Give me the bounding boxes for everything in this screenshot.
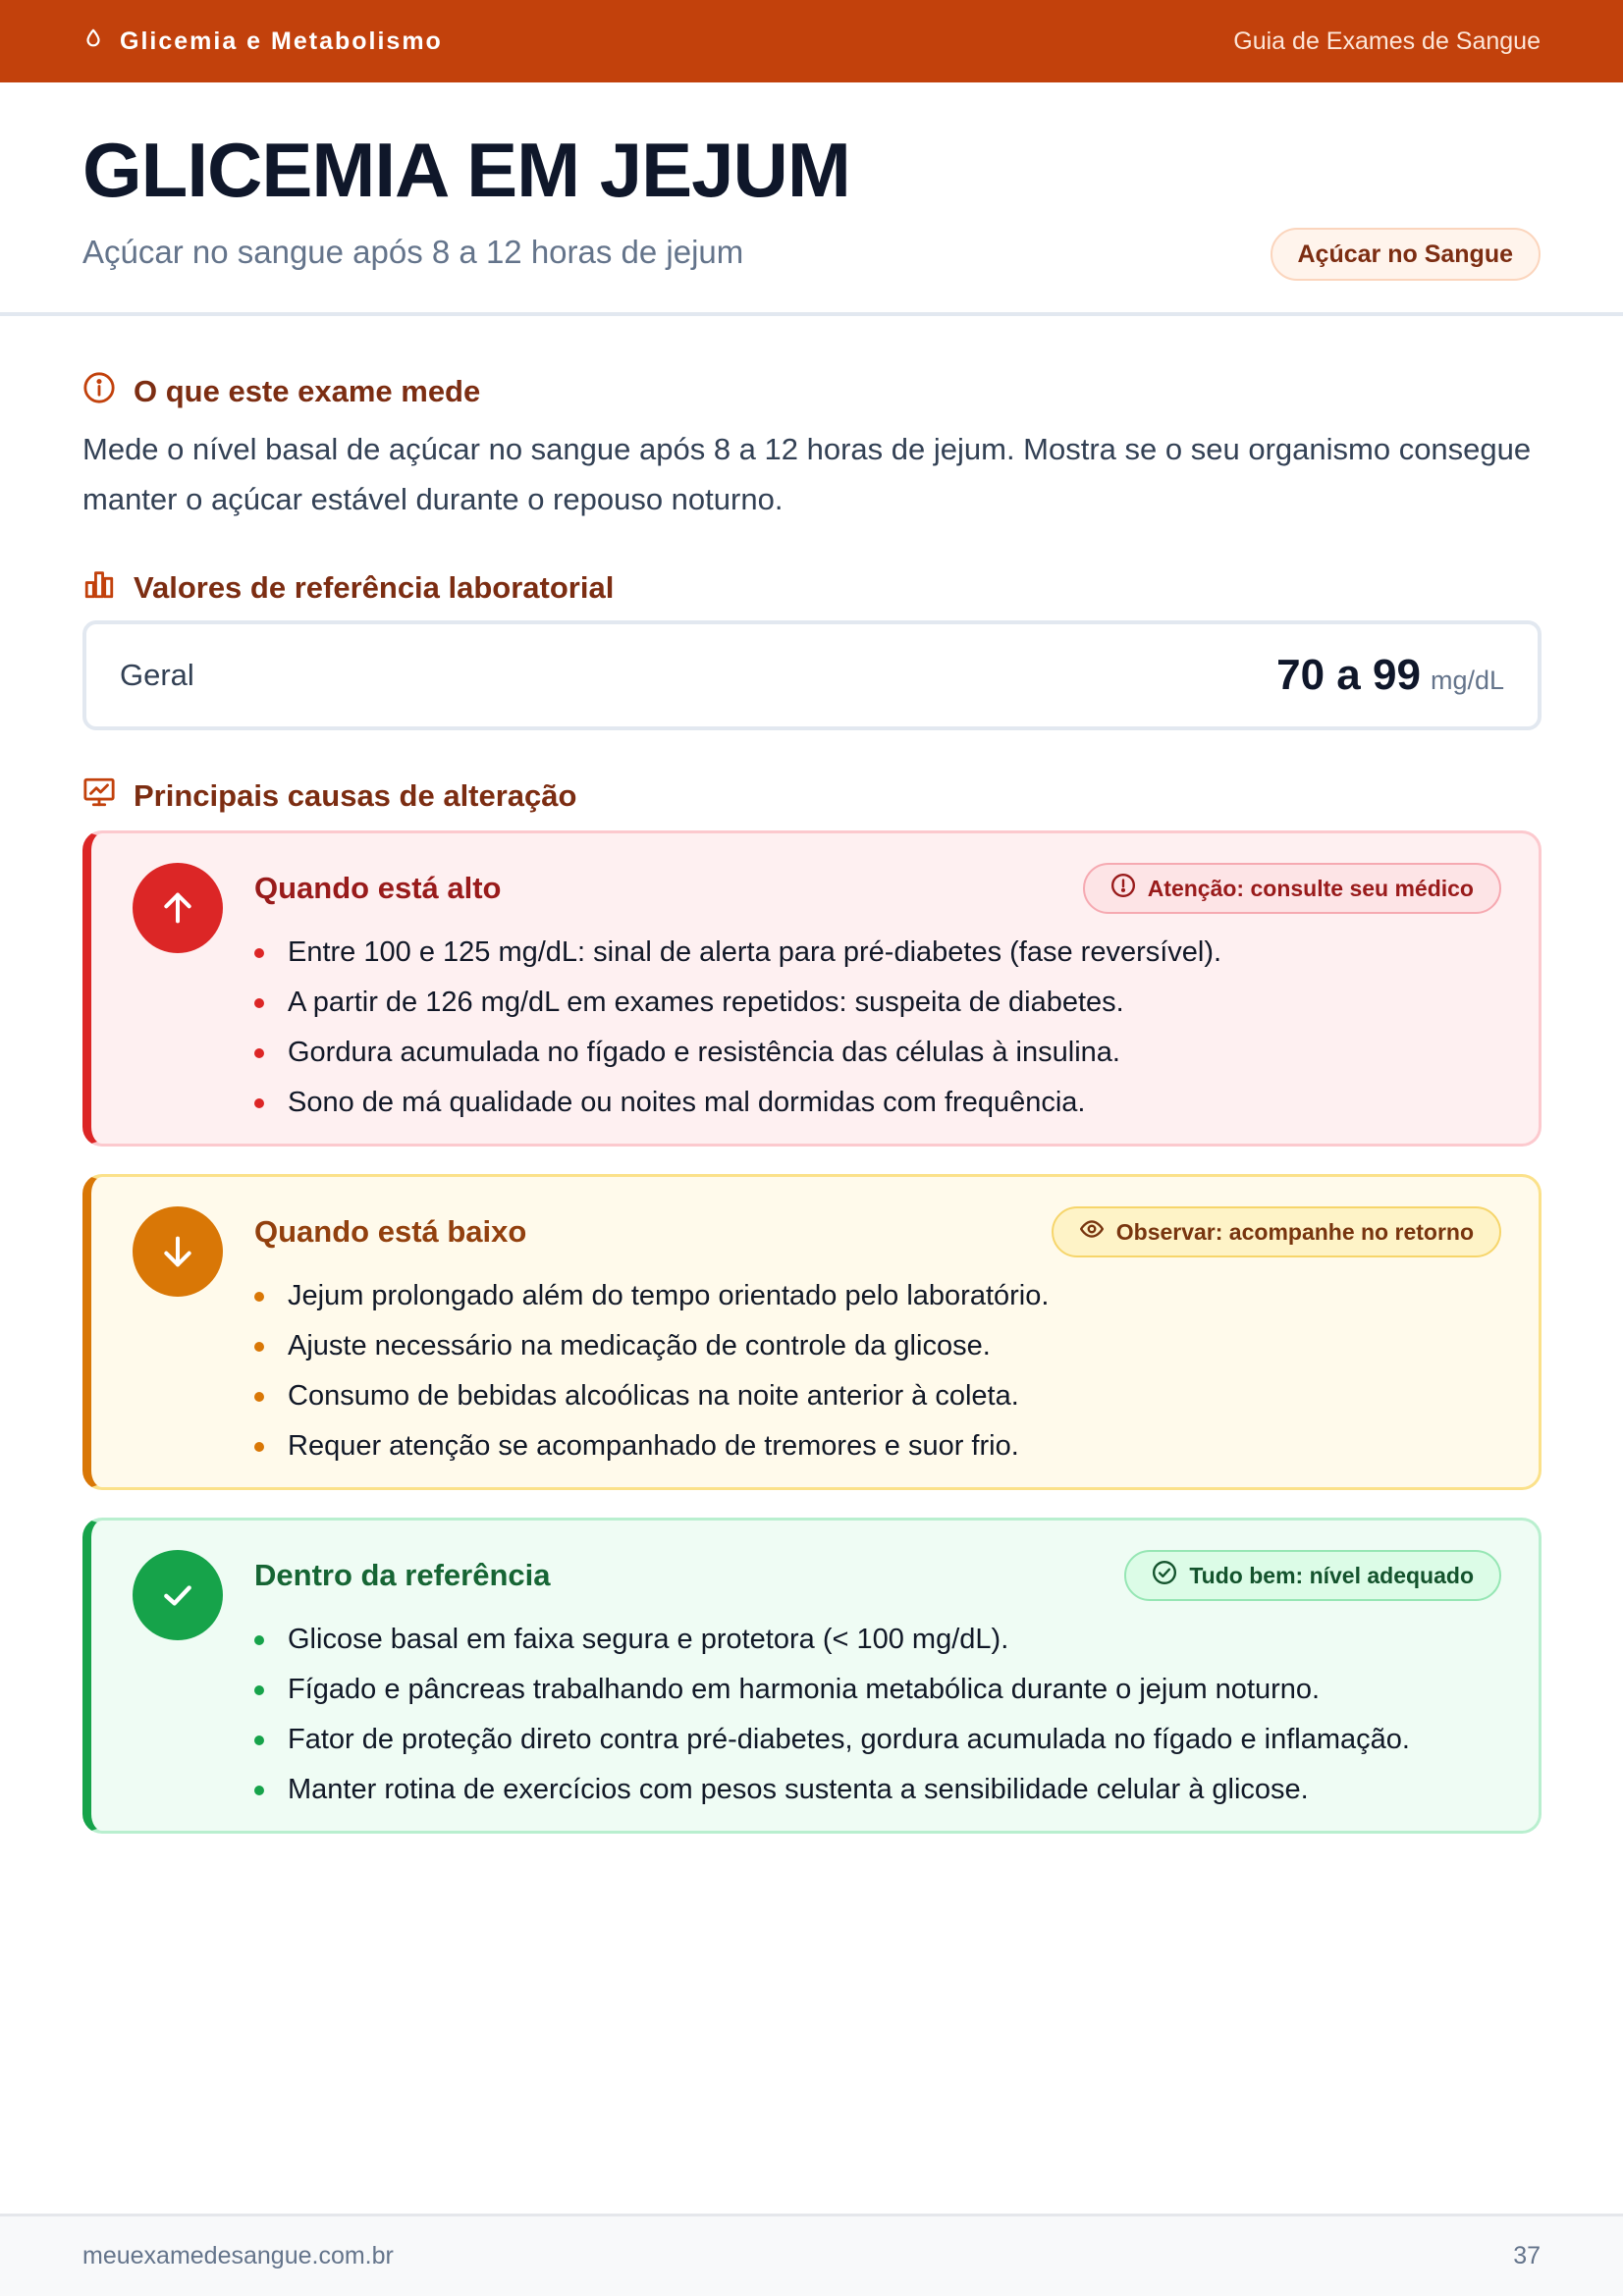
check-circle-icon [1152,1560,1177,1591]
footer-site: meuexamedesangue.com.br [82,2242,394,2269]
bar-chart-icon [82,567,116,609]
guide-title: Guia de Exames de Sangue [1233,27,1541,55]
list-item: Entre 100 e 125 mg/dL: sinal de alerta para pré-diabetes (fase reversível). [254,928,1221,978]
measure-heading-text: O que este exame mede [134,374,481,408]
list-item: Glicose basal em faixa segura e protetora (< 100 mg/dL). [254,1615,1410,1665]
reference-box [82,620,1542,730]
high-status-badge [1083,863,1501,914]
list-item: Requer atenção se acompanhado de tremores e suor frio. [254,1421,1049,1471]
reference-heading [82,567,614,609]
reference-label: Geral [120,658,194,692]
measure-description: Mede o nível basal de açúcar no sangue após 8 a 12 horas de jejum. Mostra se o seu organismo consegue manter o açúcar estável durante o repouso noturno. [82,432,1532,516]
page-footer [0,2214,1623,2296]
page-number: 37 [1513,2242,1541,2269]
low-card [82,1174,1542,1490]
drop-icon [82,27,104,56]
reference-unit: mg/dL [1430,666,1504,695]
normal-status-badge [1124,1550,1501,1601]
info-icon [82,371,116,412]
reference-value: 70 a 99 [1276,651,1421,699]
list-item: Fator de proteção direto contra pré-diabetes, gordura acumulada no fígado e inflamação. [254,1715,1410,1765]
causes-heading-text: Principais causas de alteração [134,778,577,813]
list-item: A partir de 126 mg/dL em exames repetidos: suspeita de diabetes. [254,978,1221,1028]
top-bar [0,0,1623,82]
page-header [0,82,1623,316]
normal-card [82,1518,1542,1834]
list-item: Gordura acumulada no fígado e resistência das células à insulina. [254,1028,1221,1078]
reference-value-group [1276,651,1504,700]
list-item: Sono de má qualidade ou noites mal dormidas com frequência. [254,1078,1221,1128]
low-card-title: Quando está baixo [254,1214,527,1249]
arrow-up-icon [133,863,223,953]
list-item: Consumo de bebidas alcoólicas na noite anterior à coleta. [254,1371,1049,1421]
high-card [82,830,1542,1147]
list-item: Manter rotina de exercícios com pesos sustenta a sensibilidade celular à glicose. [254,1765,1410,1815]
high-card-title: Quando está alto [254,871,502,905]
page-subtitle: Açúcar no sangue após 8 a 12 horas de jejum [82,234,744,270]
list-item: Fígado e pâncreas trabalhando em harmonia metabólica durante o jejum noturno. [254,1665,1410,1715]
low-badge-text: Observar: acompanhe no retorno [1115,1218,1474,1245]
list-item: Ajuste necessário na medicação de controle da glicose. [254,1321,1049,1371]
high-badge-text: Atenção: consulte seu médico [1147,875,1474,901]
section-label [82,27,443,56]
category-tag: Açúcar no Sangue [1271,228,1542,281]
reference-heading-text: Valores de referência laboratorial [134,570,615,605]
normal-card-title: Dentro da referência [254,1558,551,1592]
section-name: Glicemia e Metabolismo [120,27,443,55]
normal-badge-text: Tudo bem: nível adequado [1189,1562,1474,1588]
high-causes-list [254,928,1221,1128]
check-icon [133,1550,223,1640]
eye-icon [1079,1216,1105,1248]
low-causes-list [254,1271,1049,1471]
monitor-chart-icon [82,775,116,817]
alert-icon [1110,873,1136,904]
arrow-down-icon [133,1206,223,1297]
list-item: Jejum prolongado além do tempo orientado pelo laboratório. [254,1271,1049,1321]
measure-heading [82,371,480,412]
causes-heading [82,775,576,817]
page-title: GLICEMIA EM JEJUM [82,127,850,213]
low-status-badge [1052,1206,1501,1257]
normal-list [254,1615,1410,1815]
